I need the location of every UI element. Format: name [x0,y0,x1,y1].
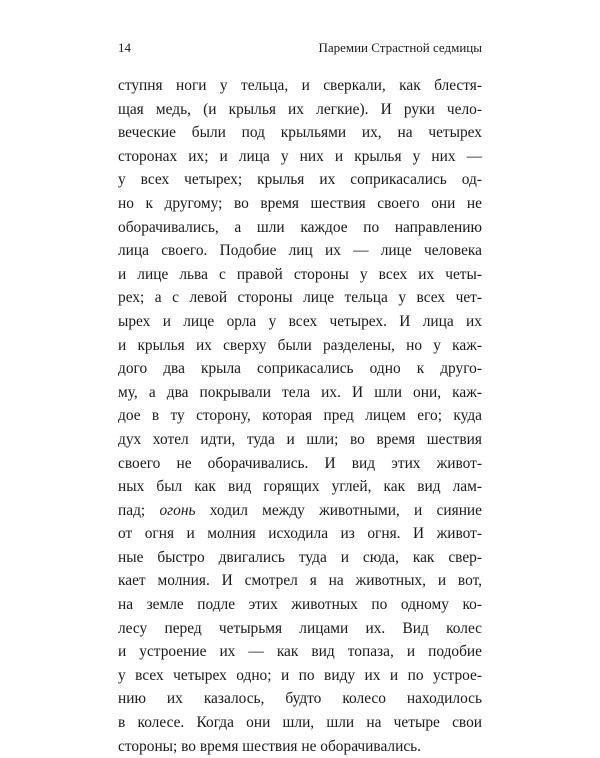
text-line: но к другому; во время шествия своего они не [118,194,482,212]
text-line: веческие были под крыльями их, на четырех [118,124,482,142]
text-line: щая медь, (и крылья их легкие). И руки чело- [118,100,482,118]
text-line [118,499,482,523]
text-line: и устроение их — как вид топаза, и подобие [118,643,482,661]
text-line: оборачивались, а шли каждое по направлению [118,218,482,236]
text-line: ных был как вид горящих углей, как вид лам- [118,478,482,496]
text-line: и лице льва с правой стороны у всех их четы- [118,265,482,283]
text-line: ные быстро двигались туда и сюда, как свер- [118,548,482,566]
text-line: в колесе. Когда они шли, шли на четыре свои [118,714,482,732]
text-line: му, а два покрывали тела их. И шли они, каж- [118,383,482,401]
text-line: рех; а с левой стороны лице тельца у всех чет- [118,289,482,307]
running-header [118,38,482,58]
text-line: лесу перед четырьмя лицами их. Вид колес [118,619,482,637]
text-line: у всех четырех одно; и по виду их и по устрое- [118,666,482,684]
text-line: и крылья их сверху были разделены, но у каж- [118,336,482,354]
text-segment: пад; [118,501,160,519]
running-title: Паремии Страстной седмицы [318,40,482,55]
text-line: на земле подле этих животных по одному ко- [118,596,482,614]
text-line: дого два крыла соприкасались одно к друго- [118,360,482,378]
text-line: своего не оборачивались. И вид этих живот- [118,454,482,472]
text-line: стороны; во время шествия не оборачивались. [118,737,422,755]
page-number: 14 [118,40,131,55]
text-line: ступня ноги у тельца, и сверкали, как блестя- [118,77,482,94]
text-line: нию их казалось, будто колесо находилось [118,690,482,708]
text-line: дух хотел идти, туда и шли; во время шествия [118,430,482,448]
text-line: у всех четырех; крылья их соприкасались од- [118,171,482,189]
text-line: кает молния. И смотрел я на животных, и вот, [118,572,482,590]
body-text [118,74,482,758]
text-line: лица своего. Подобие лиц их — лице человека [118,242,482,260]
text-line: дое в ту сторону, которая пред лицем его; куда [118,407,482,425]
text-line: ырех и лице орла у всех четырех. И лица их [118,312,482,330]
italic-word: огонь [159,501,196,519]
text-line: от огня и молния исходила из огня. И живот- [118,525,482,543]
text-segment: ходил между животными, и сияние [195,501,482,519]
text-line: сторонах их; и лица у них и крылья у них — [118,147,482,165]
